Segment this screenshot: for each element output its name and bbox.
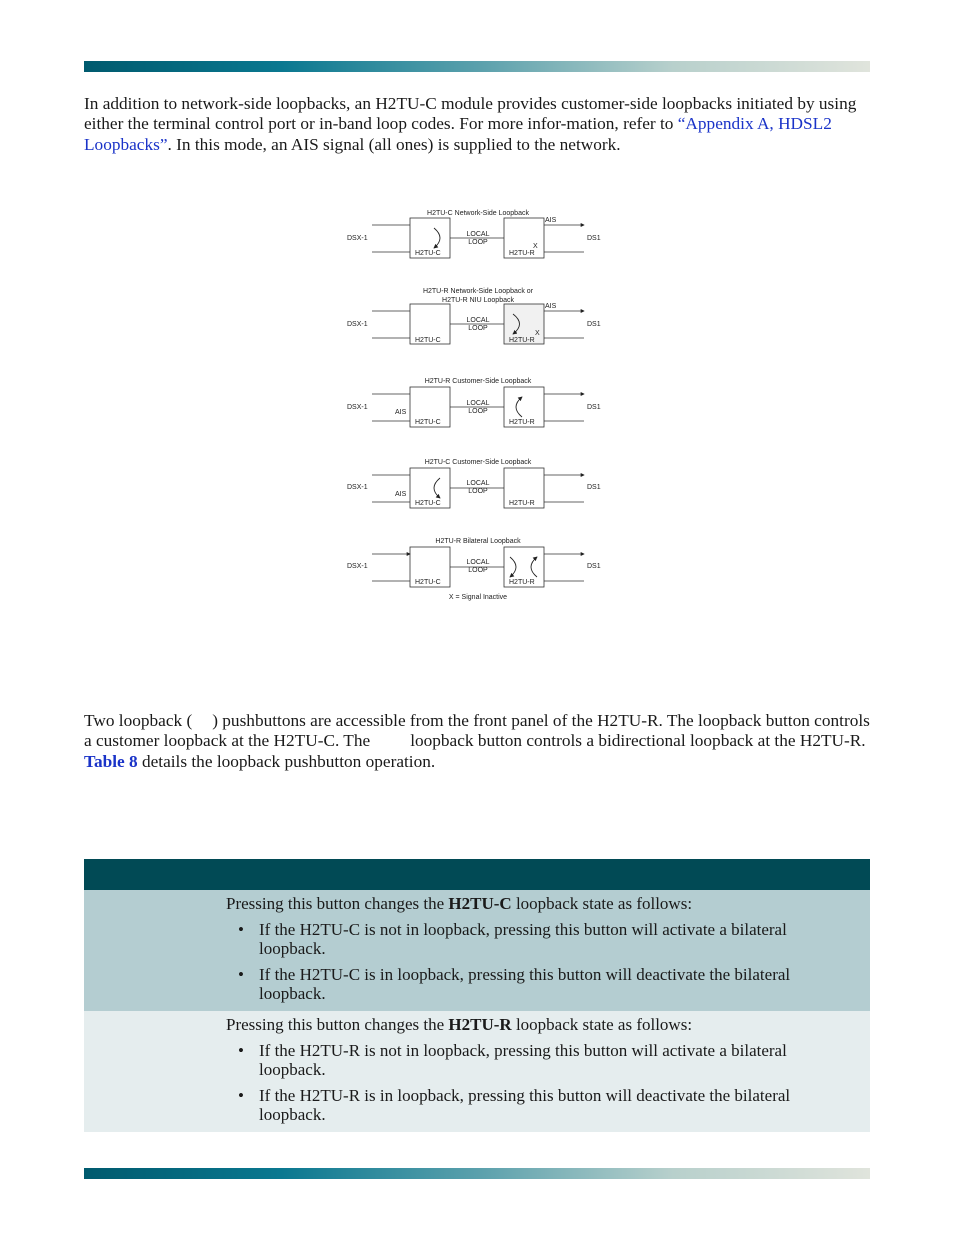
panel-3-title: H2TU-R Customer-Side Loopback xyxy=(424,378,532,385)
pushbutton-text-4: details the loopback pushbutton operation. xyxy=(141,751,436,771)
panel-2-title: H2TU-R Network-Side Loopback or xyxy=(422,288,534,295)
pushbutton-paragraph xyxy=(84,711,870,772)
footer-rule xyxy=(84,1168,870,1179)
panel-3-ds1: DS1 xyxy=(587,404,601,411)
pushbutton-text-2: ) pushbuttons are accessible from the front panel of the H2TU-R. The loopback button controls a customer loopback at the H2TU-C. The xyxy=(84,711,870,751)
row-2-intro-a: Pressing this button changes the xyxy=(226,1015,449,1034)
panel-5-dsx1: DSX-1 xyxy=(347,563,368,570)
panel-1-box-r-label: H2TU-R xyxy=(509,250,535,257)
pushbutton-text-1: Two loopback ( xyxy=(84,711,193,730)
list-item xyxy=(226,920,856,959)
panel-2-loop: LOOP xyxy=(468,325,488,332)
header-rule xyxy=(84,61,870,72)
bullet-icon: • xyxy=(238,1040,244,1060)
pushbutton-text-3: loopback button controls a bidirectional loopback at the H2TU-R. xyxy=(410,731,866,751)
panel-3-box-r-label: H2TU-R xyxy=(509,419,535,426)
panel-5-box-c-label: H2TU-C xyxy=(415,579,441,586)
loopback-pushbutton-table xyxy=(84,859,870,1132)
list-item xyxy=(226,1086,856,1125)
row-1-bullet-1: If the H2TU-C is not in loopback, pressing this button will activate a bilateral loopback. xyxy=(259,919,787,958)
intro-text-2: . In this mode, an AIS signal (all ones) is supplied to the network. xyxy=(167,134,621,154)
panel-5-loop: LOOP xyxy=(468,567,488,574)
panel-h2tu-r-customer-loopback xyxy=(347,378,601,427)
list-item xyxy=(226,1041,856,1080)
panel-2-ds1: DS1 xyxy=(587,321,601,328)
panel-5-ds1: DS1 xyxy=(587,563,601,570)
row-2-intro-b: loopback state as follows: xyxy=(511,1015,693,1034)
row-1-intro-b: loopback state as follows: xyxy=(511,894,693,913)
panel-3-box-c-label: H2TU-C xyxy=(415,419,441,426)
panel-2-box-r-label: H2TU-R xyxy=(509,337,535,344)
panel-2-local: LOCAL xyxy=(466,317,490,324)
panel-1-box-c-label: H2TU-C xyxy=(415,250,441,257)
panel-2-box-c-label: H2TU-C xyxy=(415,337,441,344)
panel-2-title-2: H2TU-R NIU Loopback xyxy=(442,297,514,304)
table-8-link[interactable]: Table 8 xyxy=(84,751,138,771)
appendix-a-link[interactable]: “Appendix A, HDSL2 Loopbacks” xyxy=(84,114,832,154)
panel-2-ais: AIS xyxy=(545,303,557,310)
panel-h2tu-r-bilateral-loopback xyxy=(347,538,601,601)
row-2-bullet-1: If the H2TU-R is not in loopback, pressing this button will activate a bilateral loopback. xyxy=(259,1040,787,1079)
table-row xyxy=(84,1011,870,1132)
diagram-legend: X = Signal Inactive xyxy=(448,594,508,601)
panel-1-ais: AIS xyxy=(545,217,557,224)
row-1-unit: H2TU-C xyxy=(448,894,512,913)
panel-1-loop: LOOP xyxy=(468,239,488,246)
row-2-unit: H2TU-R xyxy=(448,1015,512,1034)
table-cell-button xyxy=(84,890,224,1011)
panel-3-ais: AIS xyxy=(395,409,407,416)
panel-4-loop: LOOP xyxy=(468,488,488,495)
panel-5-local: LOCAL xyxy=(466,559,490,566)
bullet-icon: • xyxy=(238,919,244,939)
panel-4-box-c-label: H2TU-C xyxy=(415,500,441,507)
panel-1-x: X xyxy=(533,243,538,250)
panel-2-x: X xyxy=(535,330,540,337)
panel-1-title: H2TU-C Network-Side Loopback xyxy=(427,210,529,217)
panel-h2tu-c-customer-loopback xyxy=(347,459,601,508)
row-1-bullet-2: If the H2TU-C is in loopback, pressing this button will deactivate the bilateral loopback. xyxy=(259,964,791,1003)
panel-h2tu-c-network-loopback xyxy=(347,210,601,258)
loopback-diagram xyxy=(330,200,630,610)
table-row xyxy=(84,890,870,1011)
panel-4-box-r-label: H2TU-R xyxy=(509,500,535,507)
bullet-icon: • xyxy=(238,964,244,984)
panel-2-dsx1: DSX-1 xyxy=(347,321,368,328)
panel-3-dsx1: DSX-1 xyxy=(347,404,368,411)
panel-5-box-r-label: H2TU-R xyxy=(509,579,535,586)
list-item xyxy=(226,965,856,1004)
panel-4-ais: AIS xyxy=(395,491,407,498)
panel-4-local: LOCAL xyxy=(466,480,490,487)
panel-4-ds1: DS1 xyxy=(587,484,601,491)
table-cell-button xyxy=(84,1011,224,1132)
panel-1-local: LOCAL xyxy=(466,231,490,238)
panel-4-title: H2TU-C Customer-Side Loopback xyxy=(424,459,532,466)
row-1-intro-a: Pressing this button changes the xyxy=(226,894,449,913)
table-cell-description xyxy=(226,1011,856,1131)
panel-5-title: H2TU-R Bilateral Loopback xyxy=(435,538,521,545)
panel-h2tu-r-network-loopback xyxy=(347,288,601,344)
row-2-bullets xyxy=(226,1041,856,1125)
row-2-intro xyxy=(226,1015,856,1035)
panel-3-loop: LOOP xyxy=(468,408,488,415)
panel-1-ds1: DS1 xyxy=(587,235,601,242)
bullet-icon: • xyxy=(238,1085,244,1105)
table-header xyxy=(84,859,870,890)
table-cell-description xyxy=(226,890,856,1010)
panel-1-dsx1: DSX-1 xyxy=(347,235,368,242)
row-1-intro xyxy=(226,894,856,914)
intro-paragraph xyxy=(84,94,870,155)
row-1-bullets xyxy=(226,920,856,1004)
panel-3-local: LOCAL xyxy=(466,400,490,407)
panel-4-dsx1: DSX-1 xyxy=(347,484,368,491)
intro-text-1: In addition to network-side loopbacks, an H2TU-C module provides customer-side loopbacks initiated by using either the terminal control port or in-band loop codes. For more infor-mation, refer to xyxy=(84,94,857,134)
row-2-bullet-2: If the H2TU-R is in loopback, pressing this button will deactivate the bilateral loopback. xyxy=(259,1085,791,1124)
